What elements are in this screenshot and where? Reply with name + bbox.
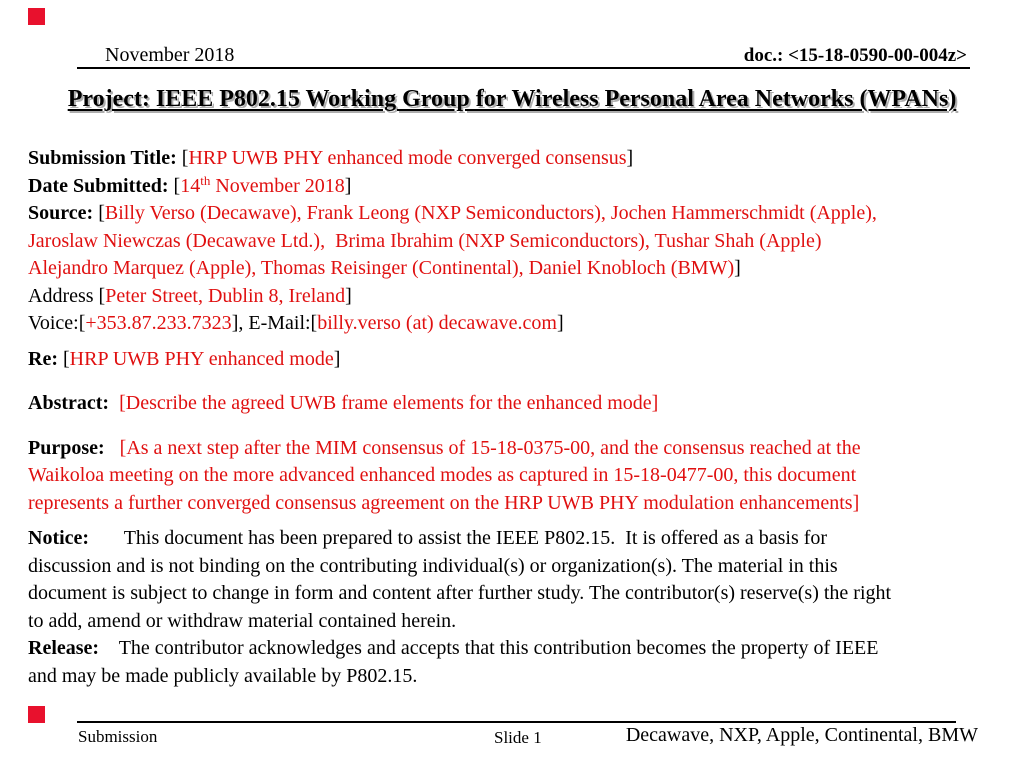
body-line: Re: [HRP UWB PHY enhanced mode] bbox=[28, 347, 341, 370]
footer-submission-label: Submission bbox=[78, 727, 158, 746]
body-line: Source: [Billy Verso (Decawave), Frank Leong (NXP Semiconductors), Jochen Hammerschmidt (Apple), bbox=[28, 202, 877, 224]
body-line: Purpose: [As a next step after the MIM consensus of 15-18-0375-00, and the consensus reached at the bbox=[28, 436, 861, 459]
footer-slide-number: Slide 1 bbox=[494, 728, 542, 747]
slide-title: Project: IEEE P802.15 Working Group for Wireless Personal Area Networks (WPANs) bbox=[67, 86, 957, 112]
header-date: November 2018 bbox=[105, 44, 235, 66]
body-line: Notice: This document has been prepared to assist the IEEE P802.15. It is offered as a basis for bbox=[28, 527, 828, 549]
body-line: Abstract: [Describe the agreed UWB frame elements for the enhanced mode] bbox=[28, 392, 659, 414]
body-line: Alejandro Marquez (Apple), Thomas Reisinger (Continental), Daniel Knobloch (BMW)] bbox=[28, 257, 741, 279]
body-line: and may be made publicly available by P802.15. bbox=[28, 664, 418, 687]
body-line: Date Submitted: [14th November 2018] bbox=[28, 172, 352, 197]
body-line: represents a further converged consensus agreement on the HRP UWB PHY modulation enhancements] bbox=[28, 491, 860, 514]
body-line: Voice:[+353.87.233.7323], E-Mail:[billy.verso (at) decawave.com] bbox=[28, 312, 564, 334]
body-line: to add, amend or withdraw material contained herein. bbox=[28, 609, 457, 632]
body-line: document is subject to change in form and content after further study. The contributor(s) reserve(s) the right bbox=[28, 582, 892, 604]
body-line: Waikoloa meeting on the more advanced enhanced modes as captured in 15-18-0477-00, this document bbox=[28, 464, 857, 486]
body-text bbox=[28, 145, 1022, 690]
footer-authors: Decawave, NXP, Apple, Continental, BMW bbox=[625, 724, 978, 746]
header-rule bbox=[77, 67, 970, 69]
red-square-top-icon bbox=[28, 8, 45, 25]
body-line: discussion and is not binding on the contributing individual(s) or organization(s). The material in this bbox=[28, 554, 838, 577]
body-line: Release: The contributor acknowledges and accepts that this contribution becomes the property of IEEE bbox=[28, 637, 879, 659]
body-line: Jaroslaw Niewczas (Decawave Ltd.), Brima Ibrahim (NXP Semiconductors), Tushar Shah (Apple) bbox=[28, 229, 822, 252]
body-line: Submission Title: [HRP UWB PHY enhanced mode converged consensus] bbox=[28, 147, 634, 169]
footer-rule bbox=[77, 721, 956, 723]
header-doc-number: doc.: <15-18-0590-00-004z> bbox=[743, 45, 967, 66]
body-line: Address [Peter Street, Dublin 8, Ireland] bbox=[28, 284, 352, 307]
red-square-bottom-icon bbox=[28, 706, 45, 723]
